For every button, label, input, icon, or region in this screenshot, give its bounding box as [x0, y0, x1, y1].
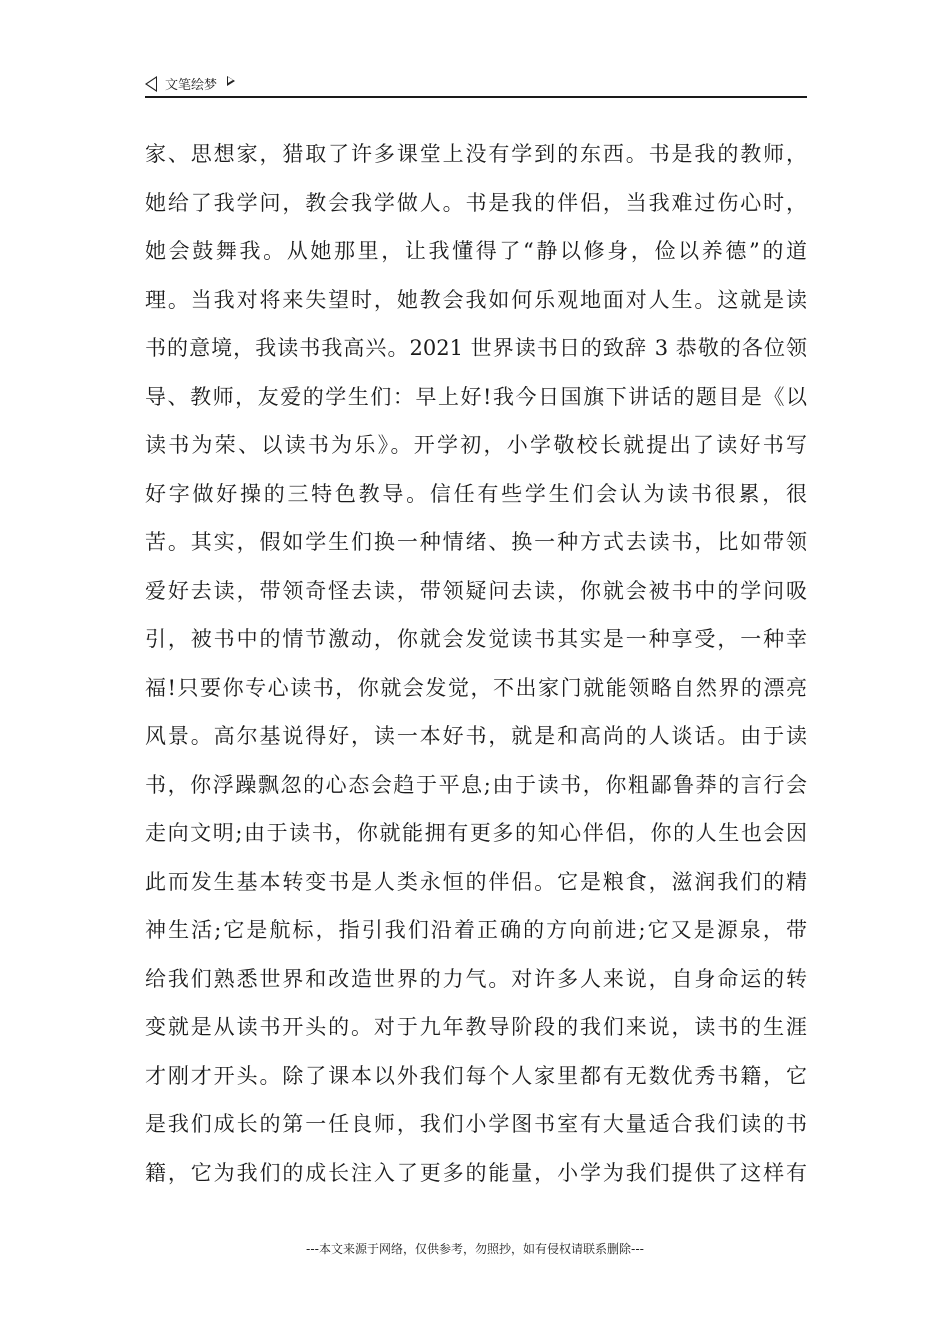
- body-line: 理。当我对将来失望时，她教会我如何乐观地面对人生。这就是读: [145, 287, 807, 312]
- body-line: 变就是从读书开头的。对于九年教导阶段的我们来说，读书的生涯: [145, 1015, 807, 1039]
- body-line: 此而发生基本转变书是人类永恒的伴侣。它是粮食，滋润我们的精: [145, 869, 807, 894]
- body-line: 书的意境，我读书我高兴。2021 世界读书日的致辞 3 恭敬的各位领: [145, 336, 807, 360]
- body-line: 导、教师，友爱的学生们：早上好!我今日国旗下讲话的题目是《以: [145, 384, 807, 409]
- page-footer: ---本文来源于网络，仅供参考，勿照抄，如有侵权请联系删除---: [306, 1242, 644, 1256]
- body-line: 神生活;它是航标，指引我们沿着正确的方向前进;它又是源泉，带: [145, 918, 807, 942]
- body-line: 才刚才开头。除了课本以外我们每个人家里都有无数优秀书籍，它: [145, 1063, 807, 1088]
- body-line: 读书为荣、以读书为乐》。开学初，小学敬校长就提出了读好书写: [145, 433, 807, 457]
- body-line: 她给了我学问，教会我学做人。书是我的伴侣，当我难过伤心时，: [145, 190, 807, 215]
- body-line: 引，被书中的情节激动，你就会发觉读书其实是一种享受，一种幸: [145, 627, 807, 651]
- body-line: 家、思想家，猎取了许多课堂上没有学到的东西。书是我的教师，: [145, 142, 807, 166]
- header-title: 文笔绘梦: [165, 78, 218, 93]
- right-triangle-icon: [227, 76, 235, 86]
- body-line: 走向文明;由于读书，你就能拥有更多的知心伴侣，你的人生也会因: [145, 821, 807, 845]
- body-line: 苦。其实，假如学生们换一种情绪、换一种方式去读书，比如带领: [145, 530, 807, 554]
- header-brand: [145, 74, 235, 93]
- body-line: 书，你浮躁飘忽的心态会趋于平息;由于读书，你粗鄙鲁莽的言行会: [145, 772, 807, 797]
- body-line: 她会鼓舞我。从她那里，让我懂得了“静以修身，俭以养德”的道: [145, 239, 807, 263]
- body-line: 爱好去读，带领奇怪去读，带领疑问去读，你就会被书中的学问吸: [145, 578, 807, 603]
- page-header: [145, 70, 807, 98]
- body-line: 给我们熟悉世界和改造世界的力气。对许多人来说，自身命运的转: [145, 966, 807, 991]
- body-line: 福!只要你专心读书，你就会发觉，不出家门就能领略自然界的漂亮: [145, 675, 807, 700]
- body-line: 风景。高尔基说得好，读一本好书，就是和高尚的人谈话。由于读: [145, 724, 807, 748]
- body-line: 是我们成长的第一任良师，我们小学图书室有大量适合我们读的书: [145, 1112, 807, 1136]
- document-body: [145, 130, 807, 1197]
- left-triangle-icon: [145, 76, 157, 92]
- body-line: 好字做好操的三特色教导。信任有些学生们会认为读书很累，很: [145, 481, 807, 506]
- body-line: 籍，它为我们的成长注入了更多的能量，小学为我们提供了这样有: [145, 1160, 807, 1185]
